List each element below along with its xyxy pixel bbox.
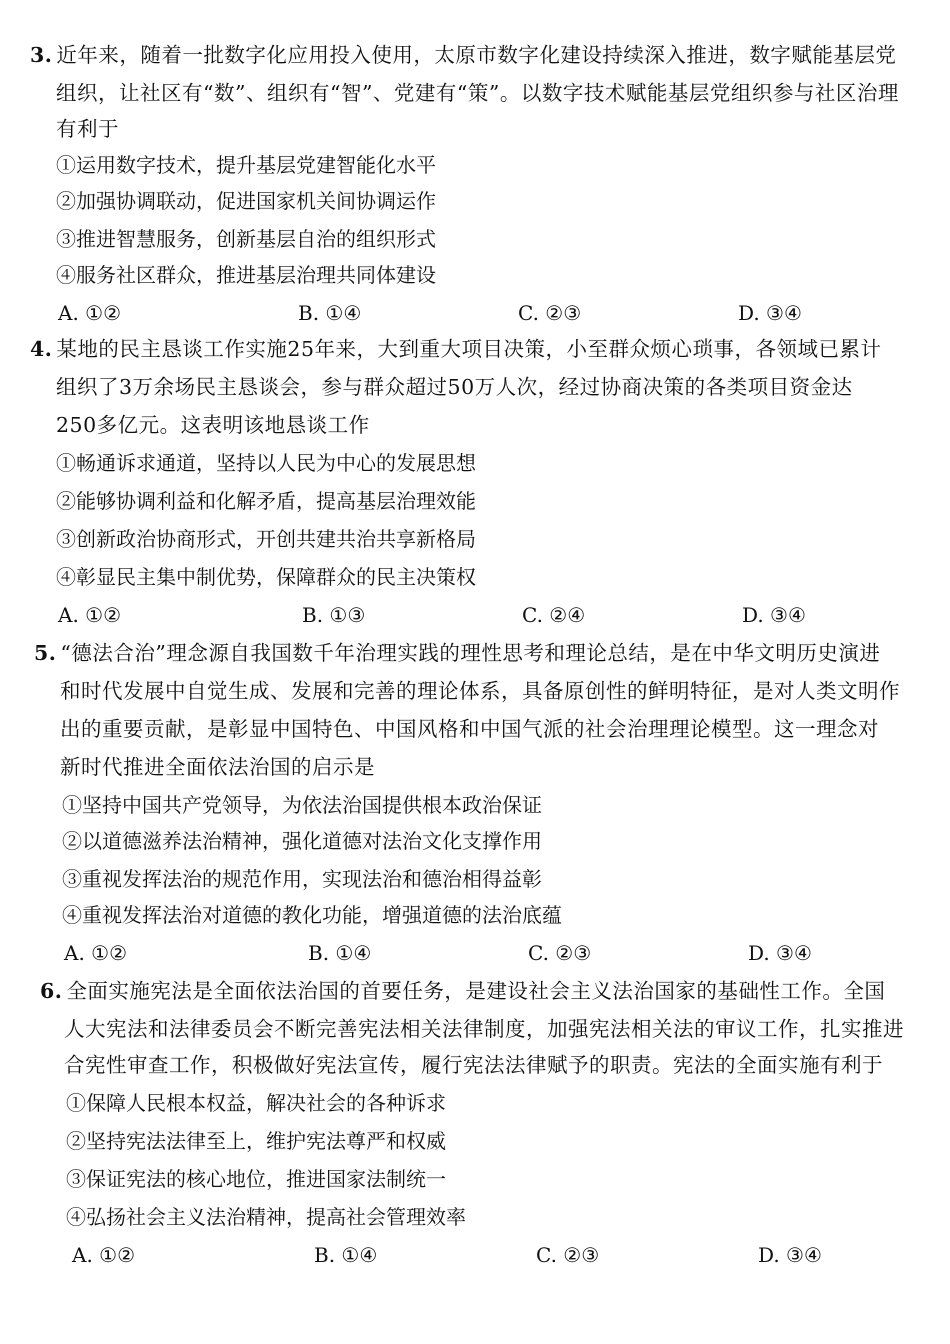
answer-choice-d: D. ③④ bbox=[748, 941, 812, 965]
answer-choice-c: C. ②③ bbox=[518, 301, 582, 325]
statement-option: ④弘扬社会主义法治精神，提高社会管理效率 bbox=[66, 1205, 466, 1229]
question-stem-line: 组织了3万余场民主恳谈会，参与群众超过50万人次，经过协商决策的各类项目资金达 bbox=[56, 375, 853, 399]
answer-choice-c: C. ②③ bbox=[528, 941, 592, 965]
statement-option: ④重视发挥法治对道德的教化功能，增强道德的法治底蕴 bbox=[62, 903, 562, 927]
answer-choice-d: D. ③④ bbox=[738, 301, 802, 325]
question-stem-line: 和时代发展中自觉生成、发展和完善的理论体系，具备原创性的鲜明特征，是对人类文明作 bbox=[60, 679, 900, 703]
statement-option: ③重视发挥法治的规范作用，实现法治和德治相得益彰 bbox=[62, 867, 542, 891]
answer-choice-b: B. ①④ bbox=[314, 1243, 378, 1267]
answer-choice-b: B. ①④ bbox=[308, 941, 372, 965]
answer-choice-a: A. ①② bbox=[64, 941, 128, 965]
question-stem-line: 组织，让社区有“数”、组织有“智”、党建有“策”。以数字技术赋能基层党组织参与社区治理 bbox=[56, 81, 899, 105]
answer-choice-a: A. ①② bbox=[58, 301, 122, 325]
statement-option: ①保障人民根本权益，解决社会的各种诉求 bbox=[66, 1091, 446, 1115]
answer-choice-d: D. ③④ bbox=[758, 1243, 822, 1267]
question-number: 3. bbox=[30, 43, 53, 67]
statement-option: ①畅通诉求通道，坚持以人民为中心的发展思想 bbox=[56, 451, 476, 475]
statement-option: ③创新政治协商形式，开创共建共治共享新格局 bbox=[56, 527, 476, 551]
answer-choice-a: A. ①② bbox=[58, 603, 122, 627]
answer-choice-c: C. ②③ bbox=[536, 1243, 600, 1267]
statement-option: ②加强协调联动，促进国家机关间协调运作 bbox=[56, 189, 436, 213]
answer-choice-d: D. ③④ bbox=[742, 603, 806, 627]
statement-option: ②以道德滋养法治精神，强化道德对法治文化支撑作用 bbox=[62, 829, 542, 853]
statement-option: ③保证宪法的核心地位，推进国家法制统一 bbox=[66, 1167, 446, 1191]
statement-option: ③推进智慧服务，创新基层自治的组织形式 bbox=[56, 227, 436, 251]
answer-choice-c: C. ②④ bbox=[522, 603, 586, 627]
question-stem-line: 250多亿元。这表明该地恳谈工作 bbox=[56, 413, 370, 437]
question-stem-line: 人大宪法和法律委员会不断完善宪法相关法律制度，加强宪法相关法的审议工作，扎实推进 bbox=[64, 1017, 904, 1041]
statement-option: ②能够协调利益和化解矛盾，提高基层治理效能 bbox=[56, 489, 476, 513]
answer-choice-b: B. ①④ bbox=[298, 301, 362, 325]
question-stem-line: 3. 近年来，随着一批数字化应用投入使用，太原市数字化建设持续深入推进，数字赋能基层党 bbox=[30, 43, 897, 67]
question-stem-line: 有利于 bbox=[56, 117, 119, 141]
question-stem-line: 4. 某地的民主恳谈工作实施25年来，大到重大项目决策，小至群众烦心琐事，各领域已累计 bbox=[30, 337, 882, 361]
statement-option: ②坚持宪法法律至上，维护宪法尊严和权威 bbox=[66, 1129, 446, 1153]
question-stem-line: 合宪性审查工作，积极做好宪法宣传，履行宪法法律赋予的职责。宪法的全面实施有利于 bbox=[64, 1053, 883, 1077]
question-number: 5. bbox=[34, 641, 57, 665]
statement-option: ④服务社区群众，推进基层治理共同体建设 bbox=[56, 263, 436, 287]
question-stem-line: 6. 全面实施宪法是全面依法治国的首要任务，是建设社会主义法治国家的基础性工作。全国 bbox=[40, 979, 886, 1003]
statement-option: ①坚持中国共产党领导，为依法治国提供根本政治保证 bbox=[62, 793, 542, 817]
answer-choice-b: B. ①③ bbox=[302, 603, 366, 627]
statement-option: ①运用数字技术，提升基层党建智能化水平 bbox=[56, 153, 436, 177]
question-stem-line: 5. “德法合治”理念源自我国数千年治理实践的理性思考和理论总结，是在中华文明历史演进 bbox=[34, 641, 881, 665]
question-number: 4. bbox=[30, 337, 53, 361]
statement-option: ④彰显民主集中制优势，保障群众的民主决策权 bbox=[56, 565, 476, 589]
answer-choice-a: A. ①② bbox=[72, 1243, 136, 1267]
question-number: 6. bbox=[40, 979, 63, 1003]
question-stem-line: 新时代推进全面依法治国的启示是 bbox=[60, 755, 375, 779]
question-stem-line: 出的重要贡献，是彰显中国特色、中国风格和中国气派的社会治理理论模型。这一理念对 bbox=[60, 717, 879, 741]
